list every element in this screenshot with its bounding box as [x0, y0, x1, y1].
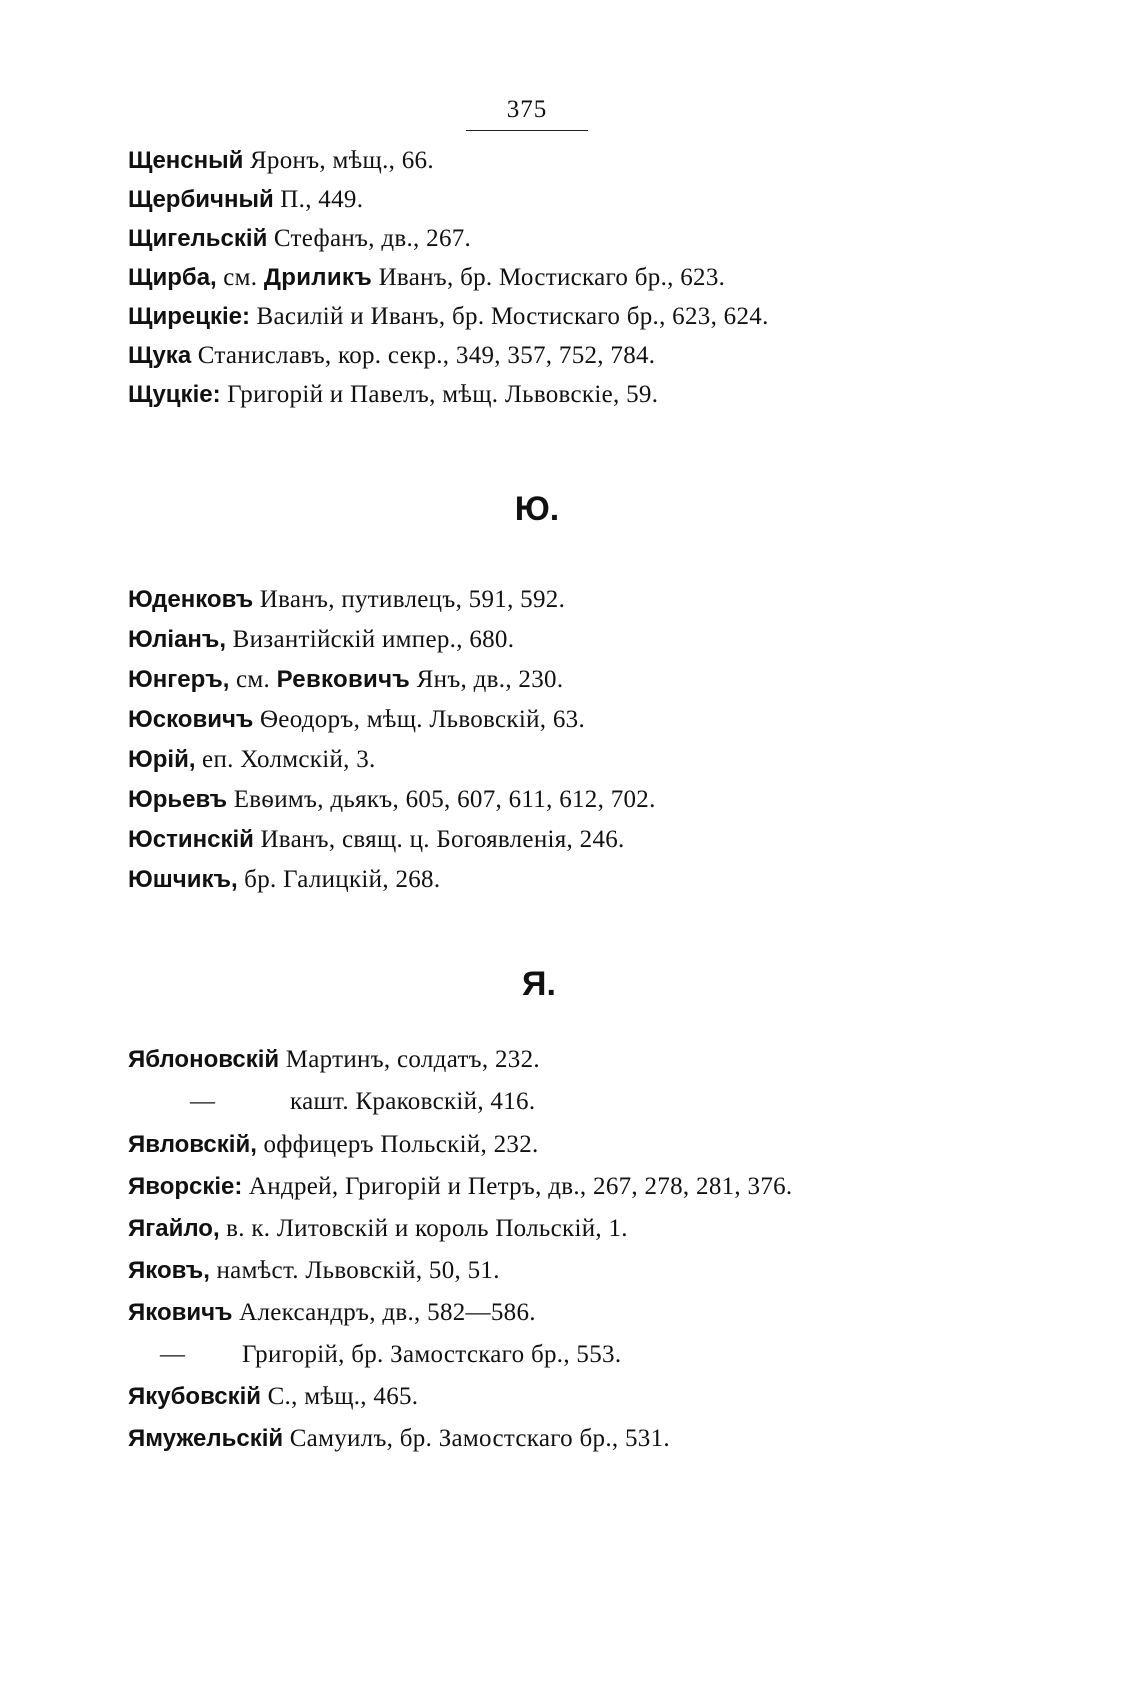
index-entry: [128, 745, 376, 775]
entry-text: оффицеръ Польскій, 232.: [256, 1131, 539, 1158]
entry-headword: Юденковъ: [128, 586, 254, 613]
entry-headword: Якубовскій: [128, 1383, 262, 1410]
index-entry: [128, 865, 440, 895]
index-entry: [128, 825, 625, 855]
header-rule: [466, 130, 588, 131]
index-entry: [128, 146, 434, 176]
entry-headword: Юнгеръ,: [128, 666, 230, 693]
entry-text: Григорій и Павелъ, мѣщ. Львовскіе, 59.: [220, 381, 659, 408]
entry-text: Мартинъ, солдатъ, 232.: [279, 1046, 540, 1073]
entry-text: еп. Холмскій, 3.: [195, 746, 376, 773]
entry-text: намѣст. Львовскій, 50, 51.: [209, 1257, 500, 1284]
entry-headword: Яковичъ: [128, 1299, 233, 1326]
index-subentry-text: [242, 1340, 621, 1370]
entry-headword: Щербичный: [128, 186, 274, 213]
entry-headword: Щуцкіе:: [128, 381, 221, 408]
entry-text: Евѳимъ, дьякъ, 605, 607, 611, 612, 702.: [227, 786, 656, 813]
index-entry: [128, 585, 565, 615]
index-entry: [128, 1130, 539, 1160]
index-entry: [128, 1214, 628, 1244]
entry-text: Александръ, дв., 582—586.: [232, 1299, 536, 1326]
entry-text: Иванъ, свящ. ц. Богоявленія, 246.: [253, 826, 625, 853]
entry-text-continued: Янъ, дв., 230.: [410, 666, 564, 693]
index-entry: [128, 785, 656, 815]
index-entry: [128, 1382, 418, 1412]
entry-cross-reference: Ревковичъ: [276, 666, 411, 693]
entry-text: П., 449.: [273, 186, 364, 213]
entry-headword: Юліанъ,: [128, 626, 227, 653]
entry-headword: Ягайло,: [128, 1215, 220, 1242]
entry-text: Самуилъ, бр. Замостскаго бр., 531.: [283, 1425, 670, 1452]
entry-text: в. к. Литовскій и король Польскій, 1.: [219, 1215, 628, 1242]
entry-headword: Юсковичъ: [128, 706, 254, 733]
entry-headword: Явловскій,: [128, 1131, 257, 1158]
entry-text: Иванъ, путивлецъ, 591, 592.: [253, 586, 566, 613]
index-subentry-text: [290, 1087, 535, 1117]
entry-text: Ѳеодоръ, мѣщ. Львовскій, 63.: [253, 706, 586, 733]
entry-headword: Яворскіе:: [128, 1173, 243, 1200]
index-entry: [128, 1424, 670, 1454]
index-entry: [128, 705, 585, 735]
index-subentry: [160, 1340, 185, 1370]
index-entry: [128, 185, 363, 215]
entry-headword: Яблоновскій: [128, 1046, 280, 1073]
entry-headword: Щирба,: [128, 264, 217, 291]
index-entry: [128, 302, 769, 332]
entry-text: см.: [229, 666, 277, 693]
entry-cross-reference: Дриликъ: [263, 264, 373, 291]
section-letter-heading: Ю.: [514, 490, 560, 528]
entry-text: Станиславъ, кор. секр., 349, 357, 752, 784.: [191, 342, 656, 369]
entry-headword: Щука: [128, 342, 192, 369]
index-entry: [128, 380, 658, 410]
entry-text: бр. Галицкій, 268.: [237, 866, 441, 893]
ditto-dash: —: [160, 1341, 186, 1368]
entry-text: Стефанъ, дв., 267.: [267, 225, 472, 252]
ditto-dash: —: [190, 1088, 216, 1115]
entry-text: Андрей, Григорій и Петръ, дв., 267, 278, 281, 376.: [242, 1173, 793, 1200]
entry-headword: Щирецкіе:: [128, 303, 250, 330]
entry-headword: Юрій,: [128, 746, 196, 773]
entry-headword: Щенсный: [128, 147, 244, 174]
index-entry: [128, 665, 563, 695]
entry-headword: Юрьевъ: [128, 786, 228, 813]
page-number: 375: [506, 96, 548, 123]
entry-text: Григорій, бр. Замостскаго бр., 553.: [242, 1341, 622, 1368]
entry-headword: Яковъ,: [128, 1257, 210, 1284]
entry-text: Яронъ, мѣщ., 66.: [243, 147, 434, 174]
index-entry: [128, 1298, 536, 1328]
entry-headword: Щигельскій: [128, 225, 268, 252]
index-entry: [128, 1172, 792, 1202]
index-subentry: [190, 1087, 215, 1117]
section-letter-heading: Я.: [522, 965, 556, 1003]
entry-text-continued: Иванъ, бр. Мостискаго бр., 623.: [372, 264, 726, 291]
index-entry: [128, 224, 471, 254]
entry-text: кашт. Краковскій, 416.: [290, 1088, 536, 1115]
index-entry: [128, 1045, 540, 1075]
index-entry: [128, 263, 725, 293]
index-entry: [128, 1256, 500, 1286]
entry-text: С., мѣщ., 465.: [261, 1383, 419, 1410]
entry-text: см.: [216, 264, 264, 291]
entry-headword: Ямужельскій: [128, 1425, 284, 1452]
entry-headword: Юстинскій: [128, 826, 254, 853]
entry-text: Василій и Иванъ, бр. Мостискаго бр., 623, 624.: [250, 303, 769, 330]
entry-headword: Юшчикъ,: [128, 866, 238, 893]
entry-text: Византійскій импер., 680.: [226, 626, 515, 653]
index-entry: [128, 341, 655, 371]
index-entry: [128, 625, 514, 655]
